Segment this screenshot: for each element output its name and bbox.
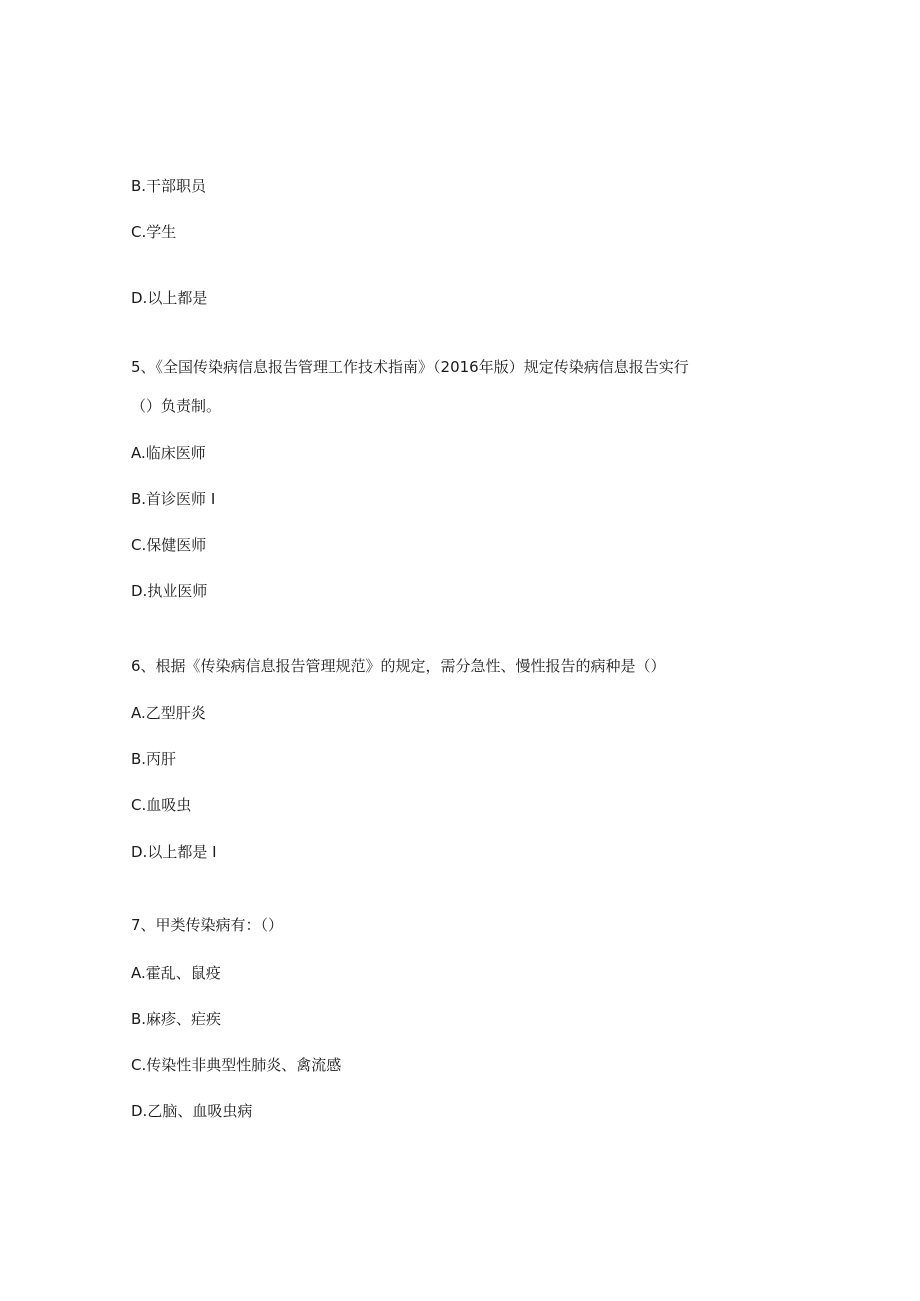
q7-option-b: B.麻疹、疟疾 — [131, 1010, 222, 1028]
q6-stem: 6、根据《传染病信息报告管理规范》的规定，需分急性、慢性报告的病种是（） — [131, 657, 666, 675]
q7-option-c: C.传染性非典型性肺炎、禽流感 — [131, 1056, 342, 1074]
q7-option-d: D.乙脑、血吸虫病 — [131, 1102, 253, 1120]
q5-stem-line1: 5、《全国传染病信息报告管理工作技术指南》（2016年版）规定传染病信息报告实行 — [131, 358, 689, 376]
q5-option-d: D.执业医师 — [131, 582, 208, 600]
q6-option-c: C.血吸虫 — [131, 796, 192, 814]
q4-option-d: D.以上都是 — [131, 289, 208, 307]
q6-option-d: D.以上都是 I — [131, 843, 217, 861]
q4-option-b: B.干部职员 — [131, 177, 207, 195]
q6-option-a: A.乙型肝炎 — [131, 704, 206, 722]
q7-option-a: A.霍乱、鼠疫 — [131, 964, 221, 982]
q5-option-c: C.保健医师 — [131, 536, 207, 554]
q4-option-c: C.学生 — [131, 223, 177, 241]
q7-stem: 7、甲类传染病有：（） — [131, 916, 284, 934]
q5-option-a: A.临床医师 — [131, 444, 206, 462]
q5-option-b: B.首诊医师 I — [131, 490, 216, 508]
q5-stem-line2: （）负责制。 — [131, 397, 222, 415]
q6-option-b: B.丙肝 — [131, 750, 177, 768]
